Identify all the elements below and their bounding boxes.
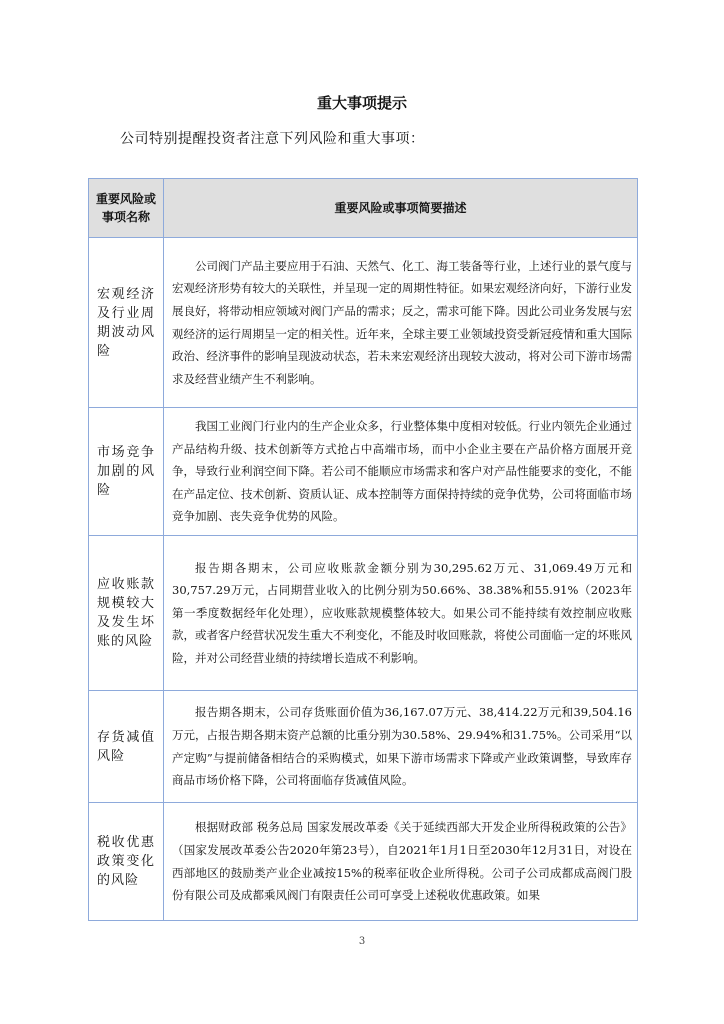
risk-name: 市场竞争加剧的风险 (89, 408, 164, 536)
risk-name: 宏观经济及行业周期波动风险 (89, 238, 164, 408)
risk-desc: 根据财政部 税务总局 国家发展改革委《关于延续西部大开发企业所得税政策的公告》（国家发展改革委公告2020年第23号），自2021年1月1日至2030年12月31日，对设在西部地区的鼓励类产业企业减按15%的税率征收企业所得税。公司子公司成都成高阀门股份有限公司及成都乘风阀门有限责任公司可享受上述税收优惠政策。如果 (164, 803, 638, 921)
table-row (89, 803, 638, 921)
risk-desc: 报告期各期末，公司应收账款金额分别为30,295.62万元、31,069.49万元和30,757.29万元，占同期营业收入的比例分别为50.66%、38.38%和55.91%（2023年第一季度数据经年化处理），应收账款规模整体较大。如果公司不能持续有效控制应收账款，或者客户经营状况发生重大不利变化，不能及时收回账款，将使公司面临一定的坏账风险，并对公司经营业绩的持续增长造成不利影响。 (164, 536, 638, 691)
risk-name: 税收优惠政策变化的风险 (89, 803, 164, 921)
intro-text: 公司特别提醒投资者注意下列风险和重大事项： (120, 131, 425, 147)
risk-desc: 报告期各期末，公司存货账面价值为36,167.07万元、38,414.22万元和39,504.16万元，占报告期各期末资产总额的比重分别为30.58%、29.94%和31.75%。公司采用“以产定购”与提前储备相结合的采购模式，如果下游市场需求下降或产业政策调整，导致库存商品市场价格下降，公司将面临存货减值风险。 (164, 691, 638, 803)
risk-table (88, 178, 638, 921)
page-number: 3 (358, 936, 366, 947)
risk-name: 应收账款规模较大及发生坏账的风险 (89, 536, 164, 691)
table-row (89, 691, 638, 803)
table-row (89, 238, 638, 408)
risk-name: 存货减值风险 (89, 691, 164, 803)
table-row (89, 408, 638, 536)
page-title: 重大事项提示 (316, 94, 407, 112)
header-risk-desc: 重要风险或事项简要描述 (164, 179, 638, 238)
risk-desc: 公司阀门产品主要应用于石油、天然气、化工、海工装备等行业，上述行业的景气度与宏观经济形势有较大的关联性，并呈现一定的周期性特征。如果宏观经济向好，下游行业发展良好，将带动相应领域对阀门产品的需求；反之，需求可能下降。因此公司业务发展与宏观经济的运行周期呈一定的相关性。近年来，全球主要工业领域投资受新冠疫情和重大国际政治、经济事件的影响呈现波动状态，若未来宏观经济出现较大波动，将对公司下游市场需求及经营业绩产生不利影响。 (164, 238, 638, 408)
table-row (89, 536, 638, 691)
risk-desc: 我国工业阀门行业内的生产企业众多，行业整体集中度相对较低。行业内领先企业通过产品结构升级、技术创新等方式抢占中高端市场，而中小企业主要在产品价格方面展开竞争，导致行业利润空间下降。若公司不能顺应市场需求和客户对产品性能要求的变化，不能在产品定位、技术创新、资质认证、成本控制等方面保持持续的竞争优势，公司将面临市场竞争加剧、丧失竞争优势的风险。 (164, 408, 638, 536)
header-risk-name: 重要风险或事项名称 (89, 179, 164, 238)
table-header-row (89, 179, 638, 238)
